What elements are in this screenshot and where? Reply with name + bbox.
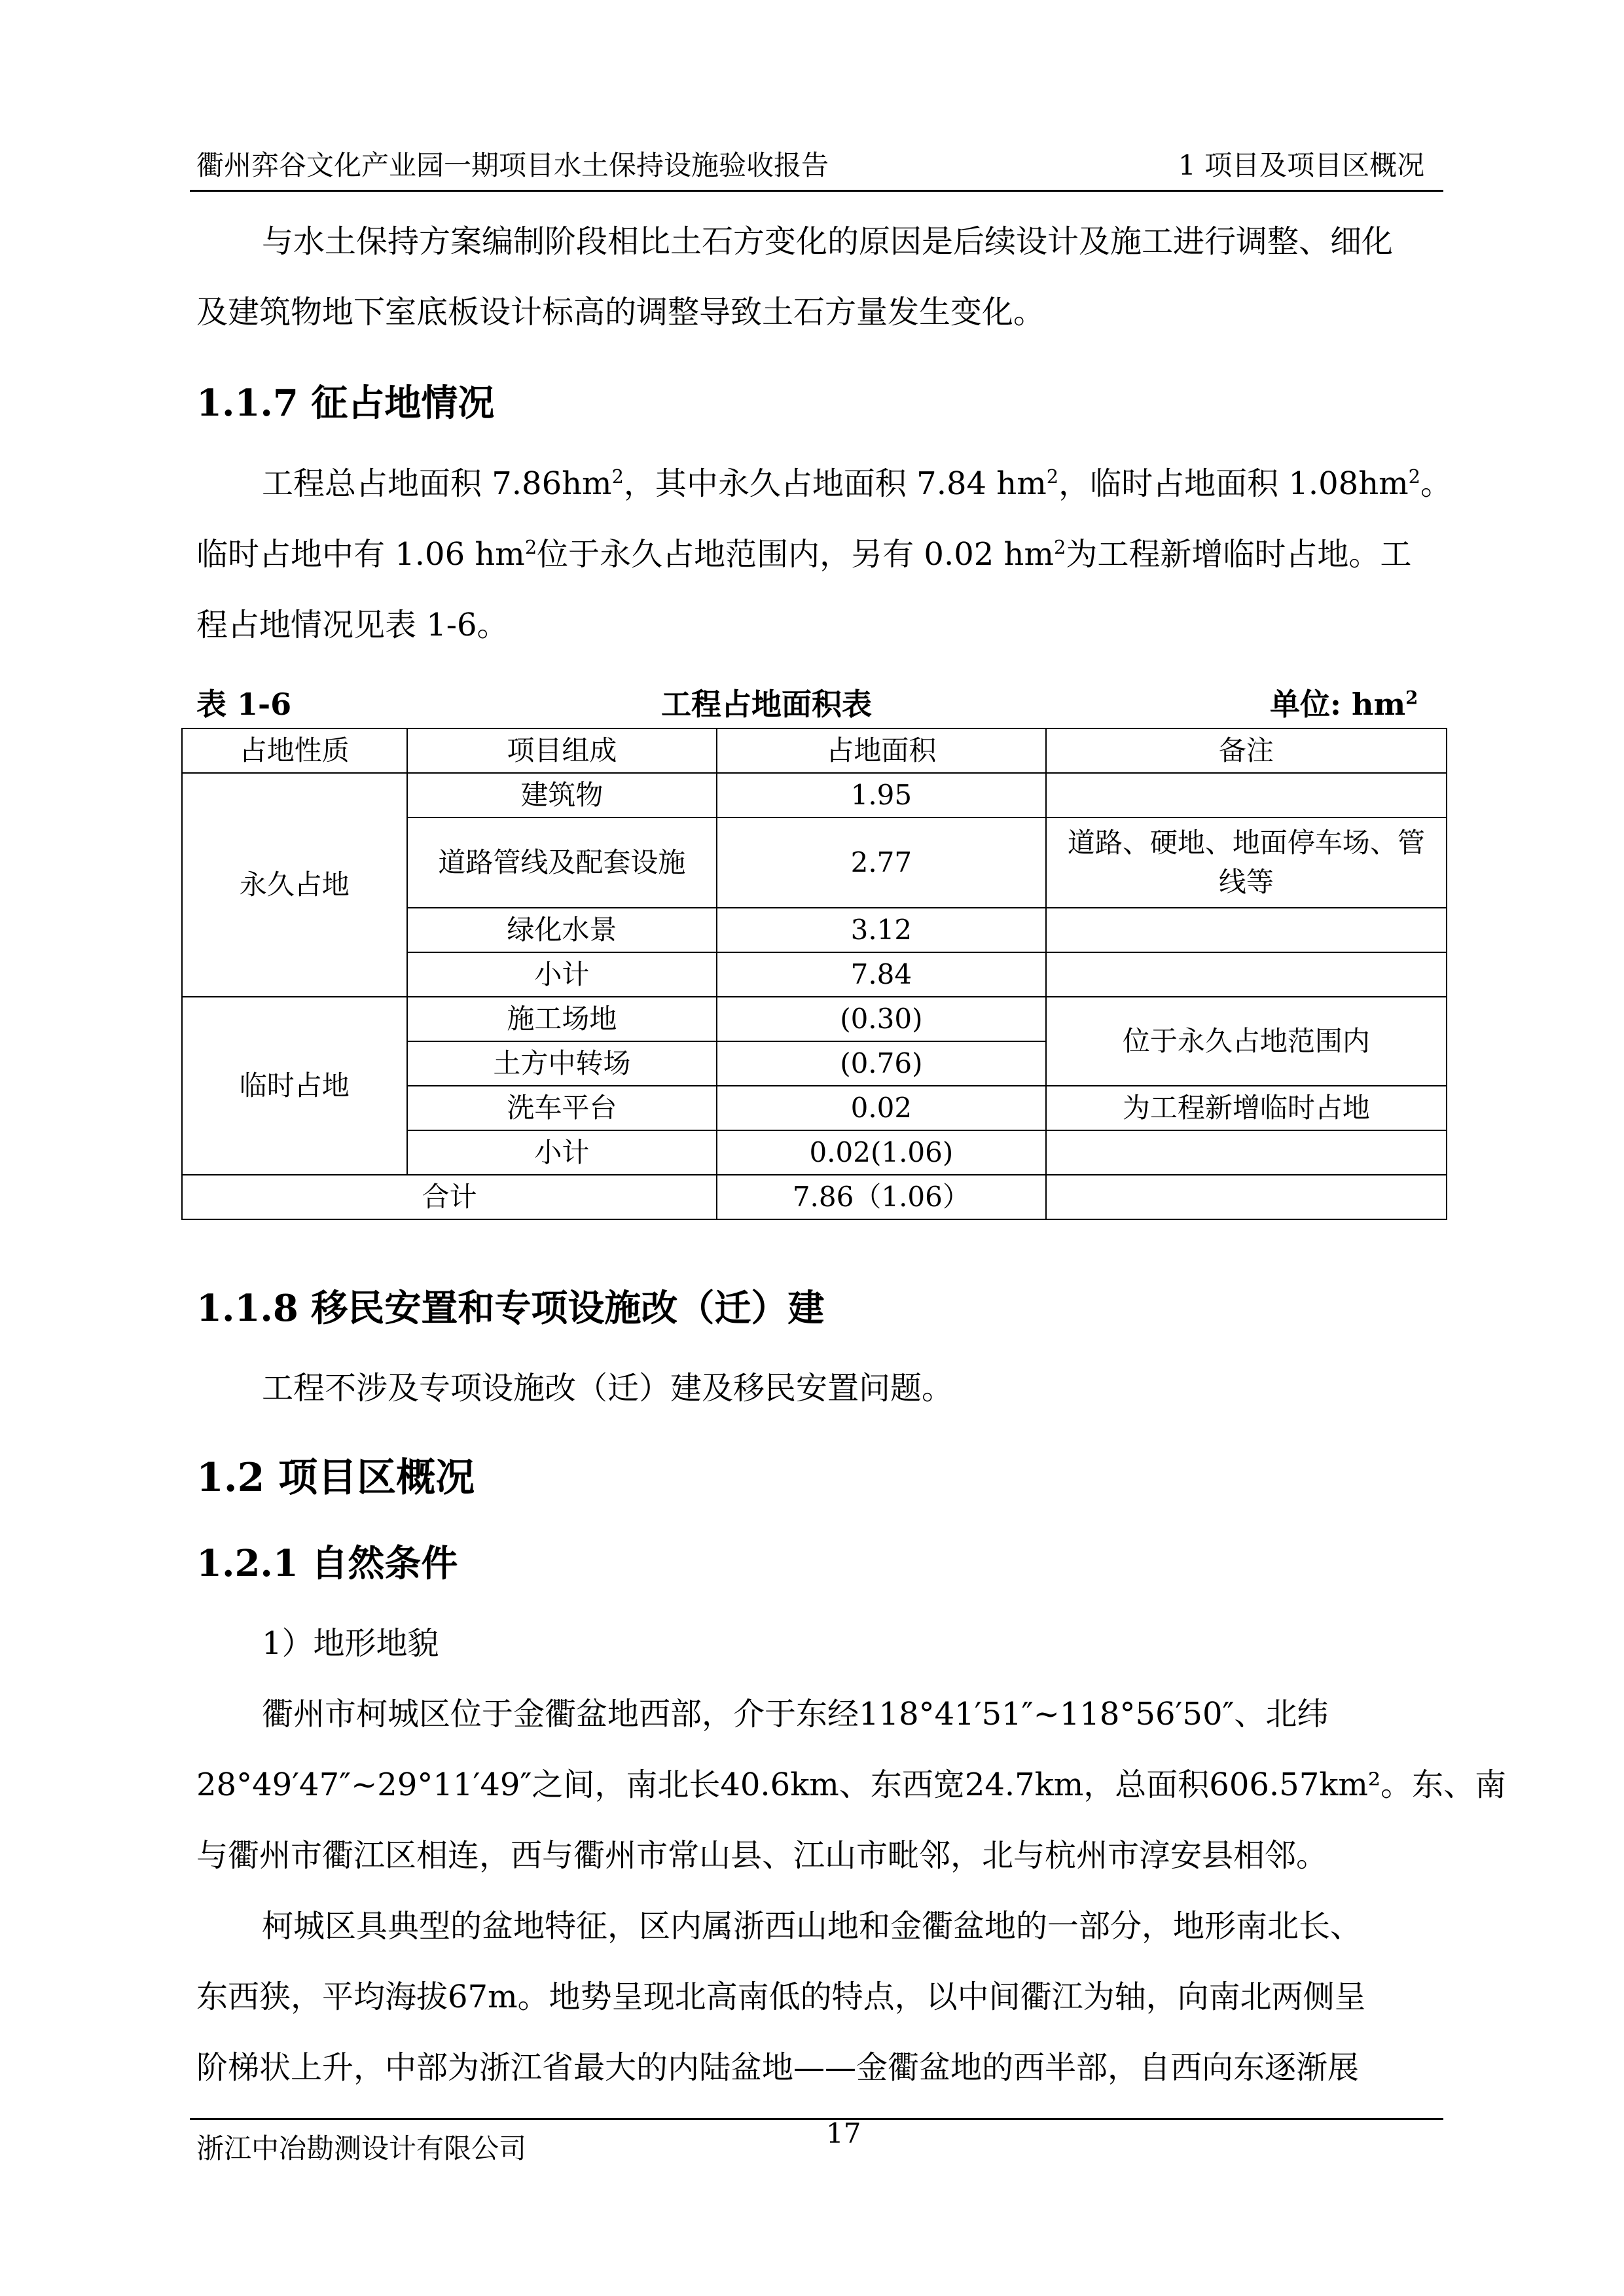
- footer-company: 浙江中冶勘测设计有限公司: [196, 2132, 527, 2164]
- table-header-row: [182, 728, 1447, 773]
- table-header-cell: 备注: [1046, 728, 1447, 773]
- group-cell-temporary: 临时占地: [182, 997, 407, 1175]
- table-title: 工程占地面积表: [661, 687, 872, 722]
- total-area-cell: 7.86（1.06）: [717, 1175, 1046, 1219]
- s118-paragraph: 工程不涉及专项设施改（迁）建及移民安置问题。: [262, 1370, 954, 1407]
- note-cell: [1046, 952, 1447, 997]
- terrain-line-6: 阶梯状上升，中部为浙江省最大的内陆盆地——金衢盆地的西半部，自西向东逐渐展: [196, 2049, 1360, 2086]
- note-line: 线等: [1218, 866, 1274, 898]
- note-cell: 位于永久占地范围内: [1046, 997, 1447, 1086]
- terrain-line-5: 东西狭，平均海拔67m。地势呈现北高南低的特点，以中间衢江为轴，向南北两侧呈: [196, 1979, 1366, 2015]
- note-cell: [1046, 773, 1447, 817]
- item-cell: 土方中转场: [407, 1041, 717, 1086]
- item-cell: 洗车平台: [407, 1086, 717, 1130]
- running-header-chapter: 1 项目及项目区概况: [1178, 149, 1425, 181]
- running-header-title: 衢州弈谷文化产业园一期项目水土保持设施验收报告: [196, 149, 829, 181]
- terrain-line-4: 柯城区具典型的盆地特征，区内属浙西山地和金衢盆地的一部分，地形南北长、: [262, 1908, 1362, 1945]
- table-header-cell: 项目组成: [407, 728, 717, 773]
- area-cell: 2.77: [717, 817, 1046, 908]
- note-cell: [1046, 1130, 1447, 1175]
- table-header-cell: 占地性质: [182, 728, 407, 773]
- page-number: 17: [826, 2117, 861, 2149]
- item-cell: 道路管线及配套设施: [407, 817, 717, 908]
- s117-line-1: 工程总占地面积 $7.86hm^2$，其中永久占地面积 7.84 $hm^2$，临时占地面积 $1.08hm^2$。: [262, 465, 1452, 502]
- group-cell-permanent: 永久占地: [182, 773, 407, 997]
- subsection-terrain: 1）地形地貌: [262, 1625, 439, 1662]
- area-cell: 0.02: [717, 1086, 1046, 1130]
- area-cell: 7.84: [717, 952, 1046, 997]
- area-cell: 1.95: [717, 773, 1046, 817]
- terrain-line-2: 28°49′47″~29°11′49″之间，南北长40.6km、东西宽24.7km，总面积606.57km²。东、南: [196, 1767, 1507, 1803]
- header-rule: [190, 190, 1443, 192]
- s117-line-3: 程占地情况见表 1-6。: [196, 607, 509, 643]
- item-cell: 小计: [407, 952, 717, 997]
- table-number: 表 1-6: [196, 687, 292, 722]
- item-cell: 绿化水景: [407, 908, 717, 952]
- note-cell: [1046, 908, 1447, 952]
- section-1-1-8-heading: 1.1.8 移民安置和专项设施改（迁）建: [196, 1287, 825, 1330]
- table-row: [182, 997, 1447, 1041]
- section-1-1-7-heading: 1.1.7 征占地情况: [196, 382, 495, 425]
- terrain-line-1: 衢州市柯城区位于金衢盆地西部，介于东经118°41′51″~118°56′50″、北纬: [262, 1696, 1329, 1732]
- section-1-2-heading: 1.2 项目区概况: [196, 1455, 475, 1501]
- area-cell: 0.02(1.06): [717, 1130, 1046, 1175]
- note-cell: 为工程新增临时占地: [1046, 1086, 1447, 1130]
- terrain-line-3: 与衢州市衢江区相连，西与衢州市常山县、江山市毗邻，北与杭州市淳安县相邻。: [196, 1837, 1328, 1874]
- note-cell: [1046, 1175, 1447, 1219]
- s117-line-2: 临时占地中有 1.06 $hm^2$位于永久占地范围内，另有 0.02 $hm^2$为工程新增临时占地。工: [196, 536, 1412, 573]
- note-cell: [1046, 817, 1447, 908]
- table-unit: 单位: $hm^2$: [1270, 687, 1418, 722]
- footer-rule: [190, 2118, 1443, 2120]
- land-occupation-table: [181, 728, 1447, 1220]
- total-label-cell: 合计: [182, 1175, 717, 1219]
- intro-line-2: 及建筑物地下室底板设计标高的调整导致土石方量发生变化。: [196, 294, 1045, 331]
- table-total-row: [182, 1175, 1447, 1219]
- area-cell: 3.12: [717, 908, 1046, 952]
- note-line: 道路、硬地、地面停车场、管: [1067, 827, 1425, 859]
- area-cell: (0.76): [717, 1041, 1046, 1086]
- section-1-2-1-heading: 1.2.1 自然条件: [196, 1542, 458, 1585]
- area-cell: (0.30): [717, 997, 1046, 1041]
- item-cell: 建筑物: [407, 773, 717, 817]
- intro-line-1: 与水土保持方案编制阶段相比土石方变化的原因是后续设计及施工进行调整、细化: [262, 223, 1394, 260]
- item-cell: 施工场地: [407, 997, 717, 1041]
- table-row: [182, 773, 1447, 817]
- table-header-cell: 占地面积: [717, 728, 1046, 773]
- item-cell: 小计: [407, 1130, 717, 1175]
